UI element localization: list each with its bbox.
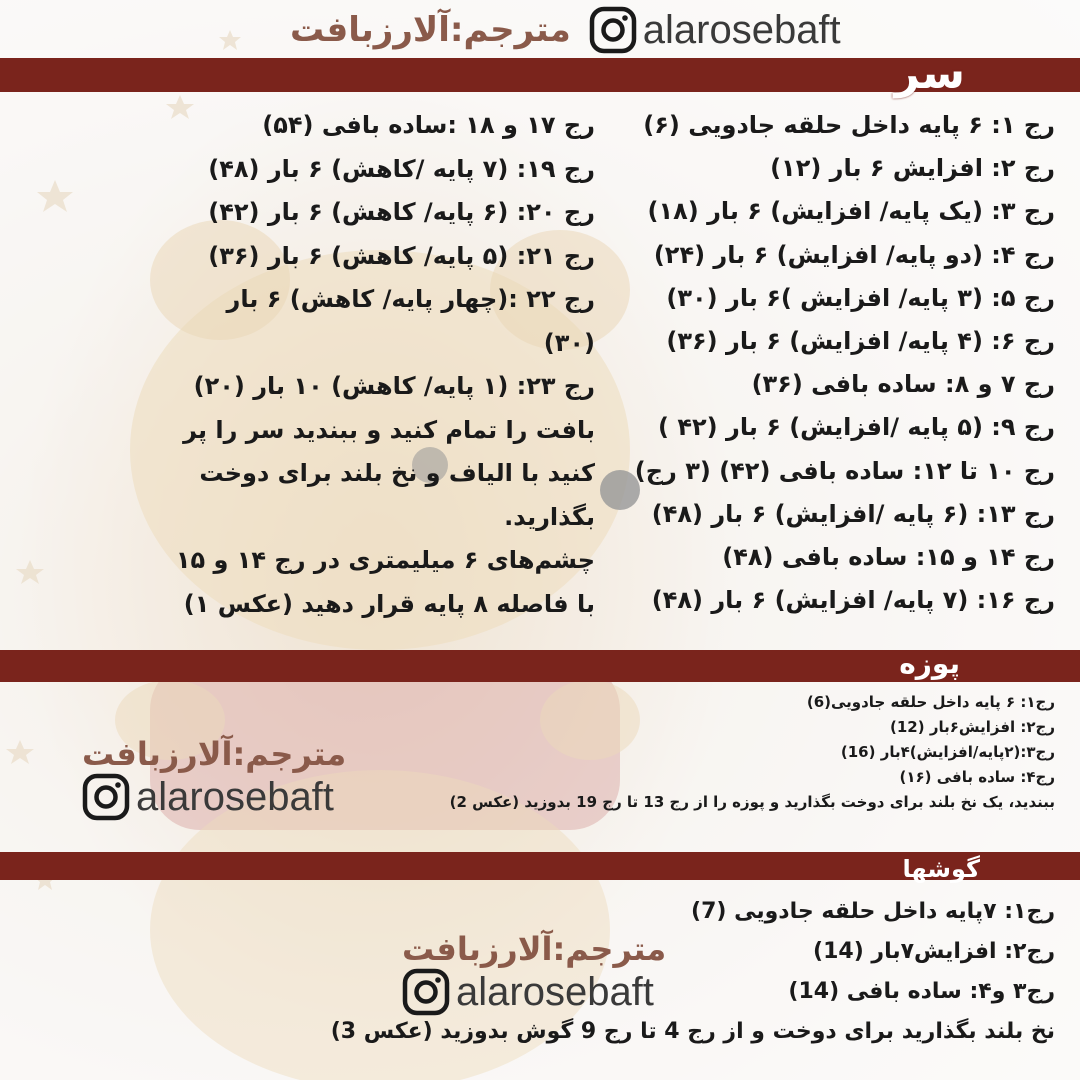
head-left-column bbox=[175, 104, 595, 626]
watermark-bottom bbox=[402, 930, 666, 1016]
snout-row-4: رج۴: ساده بافی (۱۶) bbox=[899, 768, 1055, 786]
head-row-22: رج ۲۲ :(چهار پایه/ کاهش) ۶ بار (۳۰) bbox=[226, 285, 595, 357]
head-row-21: رج ۲۱: (۵ پایه/ کاهش) ۶ بار (۳۶) bbox=[208, 241, 595, 270]
head-row-5: رج ۵: (۳ پایه/ افزایش )۶ بار (۳۰) bbox=[666, 283, 1055, 312]
ears-row-3-4: رج۳ و۴: ساده بافی (14) bbox=[788, 979, 1055, 1004]
head-row-19: رج ۱۹: (۷ پایه /کاهش) ۶ بار (۴۸) bbox=[208, 154, 595, 183]
head-eyes-note: چشم‌های ۶ میلیمتری در رج ۱۴ و ۱۵ با فاصله ۸ پایه قرار دهید (عکس ۱) bbox=[175, 546, 595, 618]
watermark-translator: مترجم:آلارزبافت bbox=[290, 10, 571, 50]
watermark-translator: مترجم:آلارزبافت bbox=[402, 930, 667, 968]
ears-row-1: رج۱: ۷پایه داخل حلقه جادویی (7) bbox=[691, 899, 1055, 924]
section-title-snout: پوزه bbox=[899, 647, 960, 680]
section-title-head: سر bbox=[894, 48, 965, 99]
ears-row-2: رج۲: افزایش۷بار (14) bbox=[813, 939, 1055, 964]
head-row-23: رج ۲۳: (۱ پایه/ کاهش) ۱۰ بار (۲۰) bbox=[193, 372, 595, 400]
head-row-10-12: رج ۱۰ تا ۱۲: ساده بافی (۴۲) (۳ رج) bbox=[634, 456, 1055, 485]
section-title-ears: گوشها bbox=[902, 855, 980, 883]
snout-row-3: رج۳:(۲پایه/افزایش)۴بار (16) bbox=[840, 743, 1055, 761]
instagram-icon bbox=[402, 968, 450, 1016]
snout-row-2: رج۲: افزایش۶بار (12) bbox=[890, 718, 1055, 736]
instagram-icon bbox=[589, 6, 637, 54]
head-right-column bbox=[625, 104, 1055, 622]
head-row-16: رج ۱۶: (۷ پایه/ افزایش) ۶ بار (۴۸) bbox=[651, 586, 1055, 615]
watermark-translator: مترجم:آلارزبافت bbox=[82, 735, 347, 773]
watermark-top bbox=[290, 6, 841, 54]
ears-finish-note: نخ بلند بگذارید برای دوخت و از رج 4 تا رج 9 گوش بدوزید (عکس 3) bbox=[330, 1019, 1055, 1044]
head-row-2: رج ۲: افزایش ۶ بار (۱۲) bbox=[770, 154, 1055, 183]
head-row-1: رج ۱: ۶ پایه داخل حلقه جادویی (۶) bbox=[643, 111, 1055, 139]
head-row-9: رج ۹: (۵ پایه /افزایش) ۶ بار (۴۲ ) bbox=[658, 413, 1055, 442]
head-row-20: رج ۲۰: (۶ پایه/ کاهش) ۶ بار (۴۲) bbox=[208, 198, 595, 226]
snout-finish-note: ببندید، یک نخ بلند برای دوخت بگذارید و پوزه را از رج 13 تا رج 19 بدوزید (عکس 2) bbox=[449, 793, 1055, 811]
head-row-3: رج ۳: (یک پایه/ افزایش) ۶ بار (۱۸) bbox=[647, 197, 1055, 226]
watermark-handle-text: alarosebaft bbox=[642, 7, 841, 52]
head-row-14-15: رج ۱۴ و ۱۵: ساده بافی (۴۸) bbox=[722, 543, 1055, 572]
head-finish-note: بافت را تمام کنید و ببندید سر را پر کنید با الیاف و نخ بلند برای دوخت بگذارید. bbox=[183, 415, 595, 531]
watermark-handle-text: alarosebaft bbox=[136, 774, 334, 819]
watermark-handle-text: alarosebaft bbox=[456, 969, 654, 1014]
watermark-handle bbox=[82, 773, 334, 821]
head-row-17-18: رج ۱۷ و ۱۸ :ساده بافی (۵۴) bbox=[262, 111, 595, 139]
watermark-middle bbox=[82, 735, 346, 821]
snout-row-1: رج۱: ۶ پایه داخل حلقه جادویی(6) bbox=[806, 693, 1055, 711]
head-row-6: رج ۶: (۴ پایه/ افزایش) ۶ بار (۳۶) bbox=[666, 327, 1055, 356]
head-row-7-8: رج ۷ و ۸: ساده بافی (۳۶) bbox=[751, 370, 1055, 399]
head-row-4: رج ۴: (دو پایه/ افزایش) ۶ بار (۲۴) bbox=[653, 240, 1055, 269]
watermark-handle bbox=[589, 6, 841, 54]
watermark-handle bbox=[402, 968, 654, 1016]
head-row-13: رج ۱۳: (۶ پایه /افزایش) ۶ بار (۴۸) bbox=[651, 499, 1055, 528]
instagram-icon bbox=[82, 773, 130, 821]
